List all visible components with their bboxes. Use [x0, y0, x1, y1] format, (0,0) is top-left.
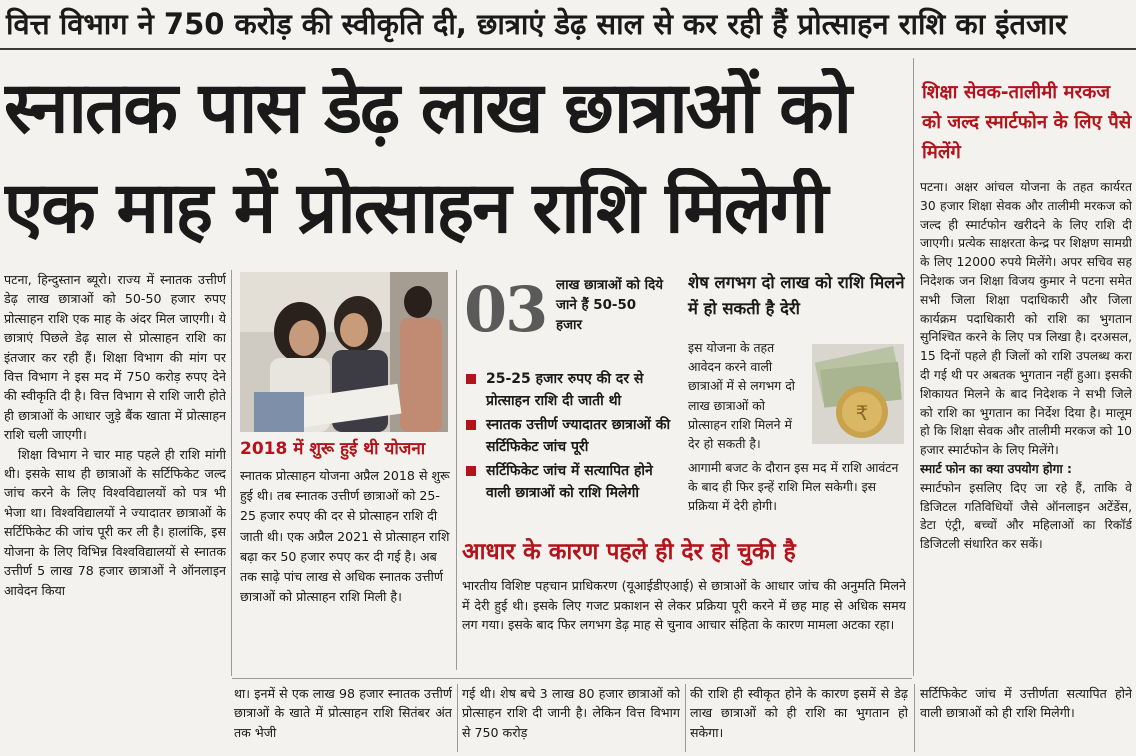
- continuation-column-3: की राशि ही स्वीकृत होने के कारण इसमें से डेढ़ लाख छात्राओं को ही राशि का भुगतान हो सकेगा।: [690, 686, 908, 740]
- sidebar-paragraph-1: पटना। अक्षर आंचल योजना के तहत कार्यरत 30 हजार शिक्षा सेवक और तालीमी मरकज को जल्द ही स्मार्टफोन खरीदने के लिए राशि दी जाएगी। प्रत्येक साक्षरता केन्द्र पर शिक्षण सामग्री के लिए 12000 रुपये मिलेंगे। अपर सचिव सह निदेशक जन शिक्षा विजय कुमार ने पटना समेत सभी जिला शिक्षा पदाधिकारी और जिला कार्यक्रम पदाधिकारी को राशि का भुगतान सुनिश्चित करने के लिए पत्र लिखा है। दरअसल, 15 दिनों पहले ही जिलों को राशि उपलब्ध करा दी गई थी पर अबतक भुगतान नहीं हुआ। इसकी शिकायत मिलने के बाद निदेशक ने सभी जिले को राशि का भुगतान का निर्देश दिया है। मालूम हो कि शिक्षा सेवक और तालीमी मरकज को 10 हजार स्मार्टफोन के लिए मिलेंगे।: [920, 180, 1132, 458]
- column-divider-4: [685, 684, 686, 752]
- main-story-column: [4, 270, 226, 676]
- key-point-2: [466, 414, 678, 458]
- stat-number: 03: [464, 273, 547, 346]
- currency-illustration: [812, 344, 904, 444]
- main-story-lead: पटना, हिन्दुस्तान ब्यूरो। राज्य में स्नातक उत्तीर्ण डेढ़ लाख छात्राओं को 50-50 हजार रुपए प्रोत्साहन राशि एक माह के अंदर मिल जाएगी। ये छात्राएं पिछले डेढ़ साल से प्रोत्साहन राशि का इंतजार कर रही हैं। शिक्षा विभाग की मांग पर वित्त विभाग ने इस मद में 750 करोड़ रुपए देने की स्वीकृति दी है। वित्त विभाग से राशि जारी होते ही छात्राओं के आधार जुड़े बैंक खाता में प्रोत्साहन राशि चली जाएगी।: [4, 272, 226, 443]
- key-point-text: सर्टिफिकेट जांच में सत्यापित होने वाली छात्राओं को राशि मिलेगी: [486, 463, 653, 501]
- key-point-3: [466, 460, 678, 504]
- key-point-text: 25-25 हजार रुपए की दर से प्रोत्साहन राशि दी जाती थी: [486, 371, 644, 409]
- students-photo-illustration: [240, 272, 448, 432]
- aadhaar-body: भारतीय विशिष्ट पहचान प्राधिकरण (यूआईडीएआई) से छात्राओं के आधार जांच की अनुमति मिलने में देरी हुई थी। इसके लिए गजट प्रकाशन से लेकर प्रक्रिया पूरी करने में छह माह से अधिक समय लग गया। इसके बाद फिर लगभग डेढ़ माह से चुनाव आचार संहिता के कारण मामला अटका रहा।: [462, 578, 906, 633]
- scheme-box-text: स्नातक प्रोत्साहन योजना अप्रैल 2018 से शुरू हुई थी। तब स्नातक उत्तीर्ण छात्राओं को 25-25 हजार रुपए की दर से प्रोत्साहन राशि दी जाती थी। एक अप्रैल 2021 से प्रोत्साहन राशि बढ़ा कर 50 हजार रुपए कर दी गई है। अब तक साढ़े पांच लाख से अधिक स्नातक उत्तीर्ण छात्राओं को प्रोत्साहन राशि मिली है।: [240, 468, 450, 605]
- students-photo: [240, 272, 448, 432]
- bullet-square-icon: [466, 466, 476, 476]
- sidebar-subhead: स्मार्ट फोन का क्या उपयोग होगा :: [920, 461, 1072, 476]
- headline-line-1: स्नातक पास डेढ़ लाख छात्राओं को: [4, 68, 851, 149]
- svg-text:₹: ₹: [855, 401, 869, 425]
- delay-box-title: शेष लगभग दो लाख को राशि मिलने में हो सकती है देरी: [688, 273, 905, 318]
- bottom-rule: [232, 678, 912, 679]
- column-divider-1: [231, 270, 232, 676]
- coin-and-notes-icon: [812, 344, 904, 444]
- key-point-1: [466, 368, 678, 412]
- continuation-column-1: था। इनमें से एक लाख 98 हजार स्नातक उत्तीर्ण छात्राओं के खाते में प्रोत्साहन राशि सितंबर अंत तक भेजी: [234, 686, 452, 740]
- stat-text: लाख छात्राओं को दिये जाने हैं 50-50 हजार: [556, 278, 663, 333]
- main-story-paragraph-2: शिक्षा विभाग ने चार माह पहले ही राशि मांगी थी। इसके साथ ही छात्राओं के सर्टिफिकेट जल्द जांच करने के लिए विश्वविद्यालयों को पत्र भी भेजा था। विश्वविद्यालयों ने ज्यादातर छात्राओं के सर्टिफिकेट की जांच पूरी कर ली है। हालांकि, इस योजना के लिए विभिन्न विश्वविद्यालयों से स्नातक उत्तीर्ण 5 लाख 78 हजार छात्राओं ने ऑनलाइन आवेदन किया: [4, 446, 226, 598]
- bullet-square-icon: [466, 374, 476, 384]
- headline-line-2: एक माह में प्रोत्साहन राशि मिलेगी: [4, 168, 827, 249]
- sidebar-title: शिक्षा सेवक-तालीमी मरकज को जल्द स्मार्टफोन के लिए पैसे मिलेंगे: [922, 82, 1132, 163]
- aadhaar-title: आधार के कारण पहले ही देर हो चुकी है: [462, 539, 796, 565]
- sidebar-body: [920, 178, 1132, 676]
- sidebar-paragraph-2: स्मार्टफोन इसलिए दिए जा रहे हैं, ताकि वे डिजिटल गतिविधियों जैसे ऑनलाइन अटेंडेंस, डेटा एंट्री, बच्चों और महिलाओं का रिकॉर्ड डिजिटली संधारित कर सकें।: [920, 480, 1132, 552]
- key-points-list: [466, 368, 678, 504]
- sidebar-divider: [913, 58, 914, 676]
- kicker-headline: वित्त विभाग ने 750 करोड़ की स्वीकृति दी, छात्राएं डेढ़ साल से कर रही हैं प्रोत्साहन राशि का इंतजार: [6, 7, 1067, 41]
- column-divider-2: [456, 270, 457, 670]
- column-divider-3: [457, 684, 458, 752]
- delay-box-body-2: आगामी बजट के दौरान इस मद में राशि आवंटन के बाद ही फिर इन्हें राशि मिल सकेगी। इस प्रक्रिया में देरी होगी।: [688, 460, 899, 514]
- photo-caption: 2018 में शुरू हुई थी योजना: [240, 439, 426, 459]
- bullet-square-icon: [466, 420, 476, 430]
- continuation-column-2: गई थी। शेष बचे 3 लाख 80 हजार छात्राओं को प्रोत्साहन राशि दी जानी है। लेकिन वित्त विभाग से 750 करोड़: [462, 686, 680, 740]
- continuation-column-4: सर्टिफिकेट जांच में उत्तीर्णता सत्यापित होने वाली छात्राओं को ही राशि मिलेगी।: [920, 686, 1132, 721]
- key-point-text: स्नातक उत्तीर्ण ज्यादातर छात्राओं की सर्टिफिकेट जांच पूरी: [486, 417, 671, 455]
- column-divider-5: [914, 684, 915, 752]
- delay-box-body-1: इस योजना के तहत आवेदन करने वाली छात्राओं में से लगभग दो लाख छात्राओं को प्रोत्साहन राशि मिलने में देर हो सकती है।: [688, 340, 795, 452]
- kicker-rule: [0, 48, 1136, 50]
